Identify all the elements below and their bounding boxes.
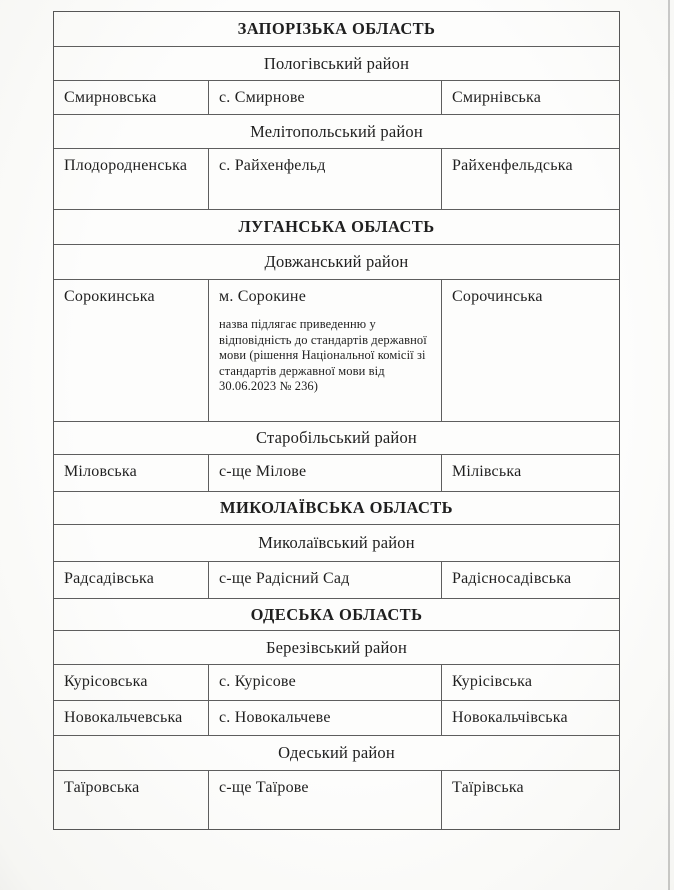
table-row — [54, 561, 619, 598]
table-row — [54, 148, 619, 209]
oblast-header-row — [54, 598, 619, 630]
oblast-header: МИКОЛАЇВСЬКА ОБЛАСТЬ — [220, 498, 453, 517]
settlement-cell: с. Смирнове — [208, 81, 441, 114]
settlement-cell: с. Новокальчеве — [208, 701, 441, 735]
new-hromada-name-cell: Смирнівська — [441, 81, 619, 114]
new-hromada-name-cell: Мілівська — [441, 455, 619, 491]
hromada-renaming-table — [53, 11, 620, 830]
raion-header-row — [54, 421, 619, 454]
settlement-cell: с-ще Радісний Сад — [208, 562, 441, 598]
new-hromada-name-cell: Сорочинська — [441, 280, 619, 421]
oblast-header-row — [54, 209, 619, 244]
old-hromada-name-cell: Сорокинська — [64, 288, 155, 305]
raion-header: Одеський район — [278, 743, 395, 762]
raion-header-row — [54, 244, 619, 279]
table-row — [54, 279, 619, 421]
old-hromada-name-cell: Міловська — [64, 463, 137, 480]
new-hromada-name-cell: Радісносадівська — [441, 562, 619, 598]
new-hromada-name-cell: Курісівська — [441, 665, 619, 700]
new-hromada-name-cell: Райхенфельдська — [441, 149, 619, 209]
raion-header-row — [54, 630, 619, 664]
photo-page-edge — [668, 0, 670, 890]
table-row — [54, 664, 619, 700]
raion-header: Старобільський район — [256, 428, 417, 447]
settlement-cell — [208, 280, 441, 421]
settlement-cell: с-ще Мілове — [208, 455, 441, 491]
oblast-header-row — [54, 491, 619, 524]
old-hromada-name-cell: Новокальчевська — [64, 709, 183, 726]
old-hromada-name-cell: Таїровська — [64, 779, 140, 796]
oblast-header: ОДЕСЬКА ОБЛАСТЬ — [250, 604, 423, 624]
raion-header: Березівський район — [265, 637, 408, 657]
table-row — [54, 80, 619, 114]
new-hromada-name-cell: Новокальчівська — [441, 701, 619, 735]
raion-header-row — [54, 524, 619, 561]
settlement-cell: с. Курісове — [208, 665, 441, 700]
settlement-cell: с-ще Таїрове — [208, 771, 441, 829]
raion-header: Пологівський район — [263, 53, 410, 73]
raion-header: Миколаївський район — [258, 533, 415, 552]
table-row — [54, 700, 619, 735]
table-row — [54, 770, 619, 829]
raion-header-row — [54, 46, 619, 80]
old-hromada-name-cell: Смирновська — [64, 89, 157, 106]
raion-header-row — [54, 735, 619, 770]
oblast-header-row — [54, 12, 619, 46]
settlement-name: м. Сорокине — [219, 288, 306, 305]
old-hromada-name-cell: Радсадівська — [64, 570, 155, 587]
settlement-cell: с. Райхенфельд — [208, 149, 441, 209]
old-hromada-name-cell: Плодородненська — [64, 157, 188, 174]
raion-header-row — [54, 114, 619, 148]
raion-header: Довжанський район — [264, 252, 409, 271]
oblast-header: ЗАПОРІЗЬКА ОБЛАСТЬ — [237, 19, 436, 38]
new-hromada-name-cell: Таїрівська — [441, 771, 619, 829]
table-row — [54, 454, 619, 491]
raion-header: Мелітопольський район — [250, 121, 423, 141]
language-standard-note: назва підлягає приведенню у відповідність до стандартів державної мови (рішення Національної комісії зі стандартів державної мови від 30.06.2023 № 236) — [219, 317, 427, 393]
oblast-header: ЛУГАНСЬКА ОБЛАСТЬ — [238, 217, 435, 236]
old-hromada-name-cell: Курісовська — [64, 673, 148, 690]
